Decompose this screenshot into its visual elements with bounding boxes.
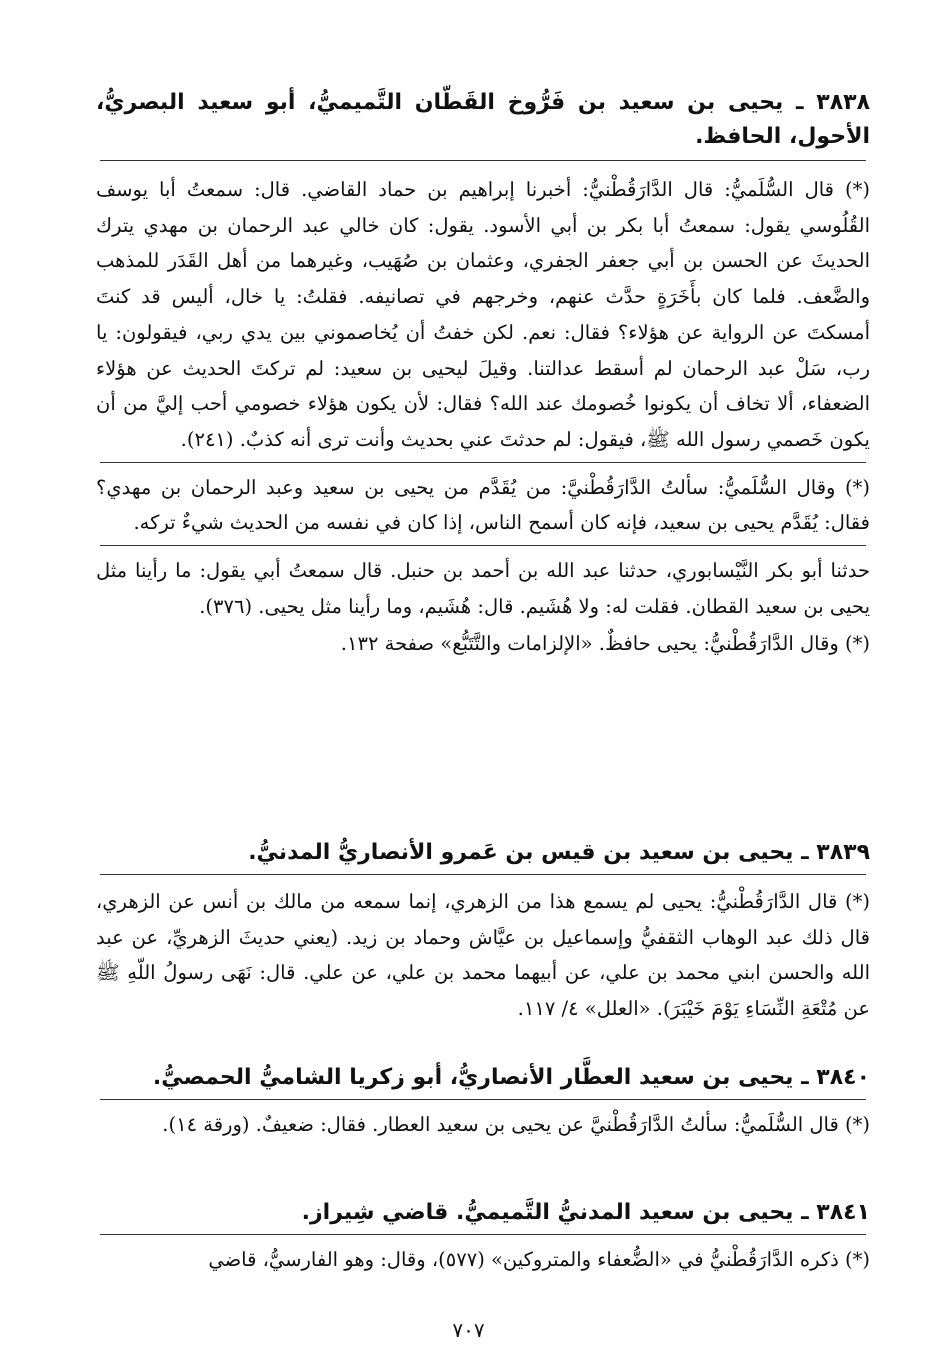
divider [100,1099,866,1101]
divider [100,874,866,876]
entry-3838 [96,86,870,662]
paragraph: (*) وقال السُّلَميُّ: سألتُ الدَّارَقُطْنيَّ: من يُقَدَّم من يحيى بن سعيد وعبد الرحمان بن مهدي؟ فقال: يُقَدَّم يحيى بن سعيد، فإنه كان أسمح الناس، إذا كان في نفسه من الحديث شيءٌ تركه. [96,475,870,535]
page-body [96,86,870,1326]
entry-heading: ٣٨٣٩ ـ يحيى بن سعيد بن قيس بن عَمرو الأنصاريُّ المدنيُّ. [248,840,870,865]
paragraph: (*) قال السُّلَميُّ: سألتُ الدَّارَقُطْنيَّ عن يحيى بن سعيد العطار. فقال: ضعيفٌ. (ورقة ١٤). [162,1113,870,1136]
paragraph: حدثنا أبو بكر النَّيْسابوري، حدثنا عبد الله بن أحمد بن حنبل. قال سمعتُ أبي يقول: ما رأينا مثل يحيى بن سعيد القطان. فقلت له: ولا هُشَيم. قال: هُشَيم، وما رأينا مثل يحيى. (٣٧٦). [96,559,870,618]
paragraph: (*) وقال الدَّارَقُطْنيُّ: يحيى حافظٌ. «الإلزامات والتَّتَبُّع» صفحة ١٣٢. [340,632,870,656]
divider [100,160,866,162]
divider [100,1234,866,1236]
entry-heading: ٣٨٤٠ ـ يحيى بن سعيد العطَّار الأنصاريُّ، أبو زكريا الشاميُّ الحمصيُّ. [152,1065,870,1090]
paragraph: (*) ذكره الدَّارَقُطْنيُّ في «الضُّعفاء والمتروكين» (٥٧٧)، وقال: وهو الفارسيُّ، قاضي [208,1248,870,1271]
paragraph: (*) قال الدَّارَقُطْنيُّ: يحيى لم يسمع هذا من الزهري، إنما سمعه من مالك بن أنس عن الزهري، قال ذلك عبد الوهاب الثقفيُّ وإسماعيل بن عيَّاش وحماد بن زيد. (يعني حديثَ الزهريِّ، عن عبد الله والحسن ابني محمد بن علي، عن أبيهما محمد بن علي، عن علي. قال: نَهَى رسولُ اللّهِ ﷺ عن مُتْعَةِ النِّسَاءِ يَوْمَ خَيْبَرَ). «العلل» ٤/ ١١٧. [96,890,870,1021]
divider [100,462,866,464]
page-number: ٧٠٧ [452,1318,485,1342]
divider [100,545,866,547]
paragraph: (*) قال السُّلَميُّ: قال الدَّارَقُطْنيُّ: أخبرنا إبراهيم بن حماد القاضي. قال: سمعتُ أبا يوسف القُلُوسي يقول: سمعتُ أبا بكر بن أبي الأسود. يقول: كان خالي عبد الرحمان بن مهدي يترك الحديثَ عن الحسن بن أبي جعفر الجفري، وعثمان بن صُهَيب، وغيرهما من أهل القَدَر للمذهب والضَّعف. فلما كان بأَخَرَةٍ حدَّث عنهم، وخرجهم في تصانيفه. فقلتُ: يا خال، أليس قد كنتَ أمسكتَ عن الرواية عن هؤلاء؟ فقال: نعم. لكن خفتُ أن يُخاصموني بين يدي ربي، فيقولون: يا رب، سَلْ عبد الرحمان لم أسقط عدالتنا. وقيلَ ليحيى بن سعيد: لم تركتَ الحديث عن هؤلاء الضعفاء، ألا تخاف أن يكونوا خُصومك عند الله؟ فقال: لأن يكون هؤلاء خصومي أحب إليَّ من أن يكون خَصمي رسول الله ﷺ، فيقول: لم حدثتَ عني بحديث وأنت ترى أنه كذبٌ. (٢٤١). [96,178,870,451]
entry-heading: ٣٨٤١ ـ يحيى بن سعيد المدنيُّ التَّميميُّ. قاضي شِيراز. [301,1200,870,1225]
entry-heading: ٣٨٣٨ ـ يحيى بن سعيد بن فَرُّوخ القَطّان التَّميميُّ، أبو سعيد البصريُّ، الأحول، الحافظ. [96,90,870,149]
entry-3840 [96,1061,870,1143]
entry-3841 [96,1196,870,1278]
entry-3839 [96,836,870,1027]
